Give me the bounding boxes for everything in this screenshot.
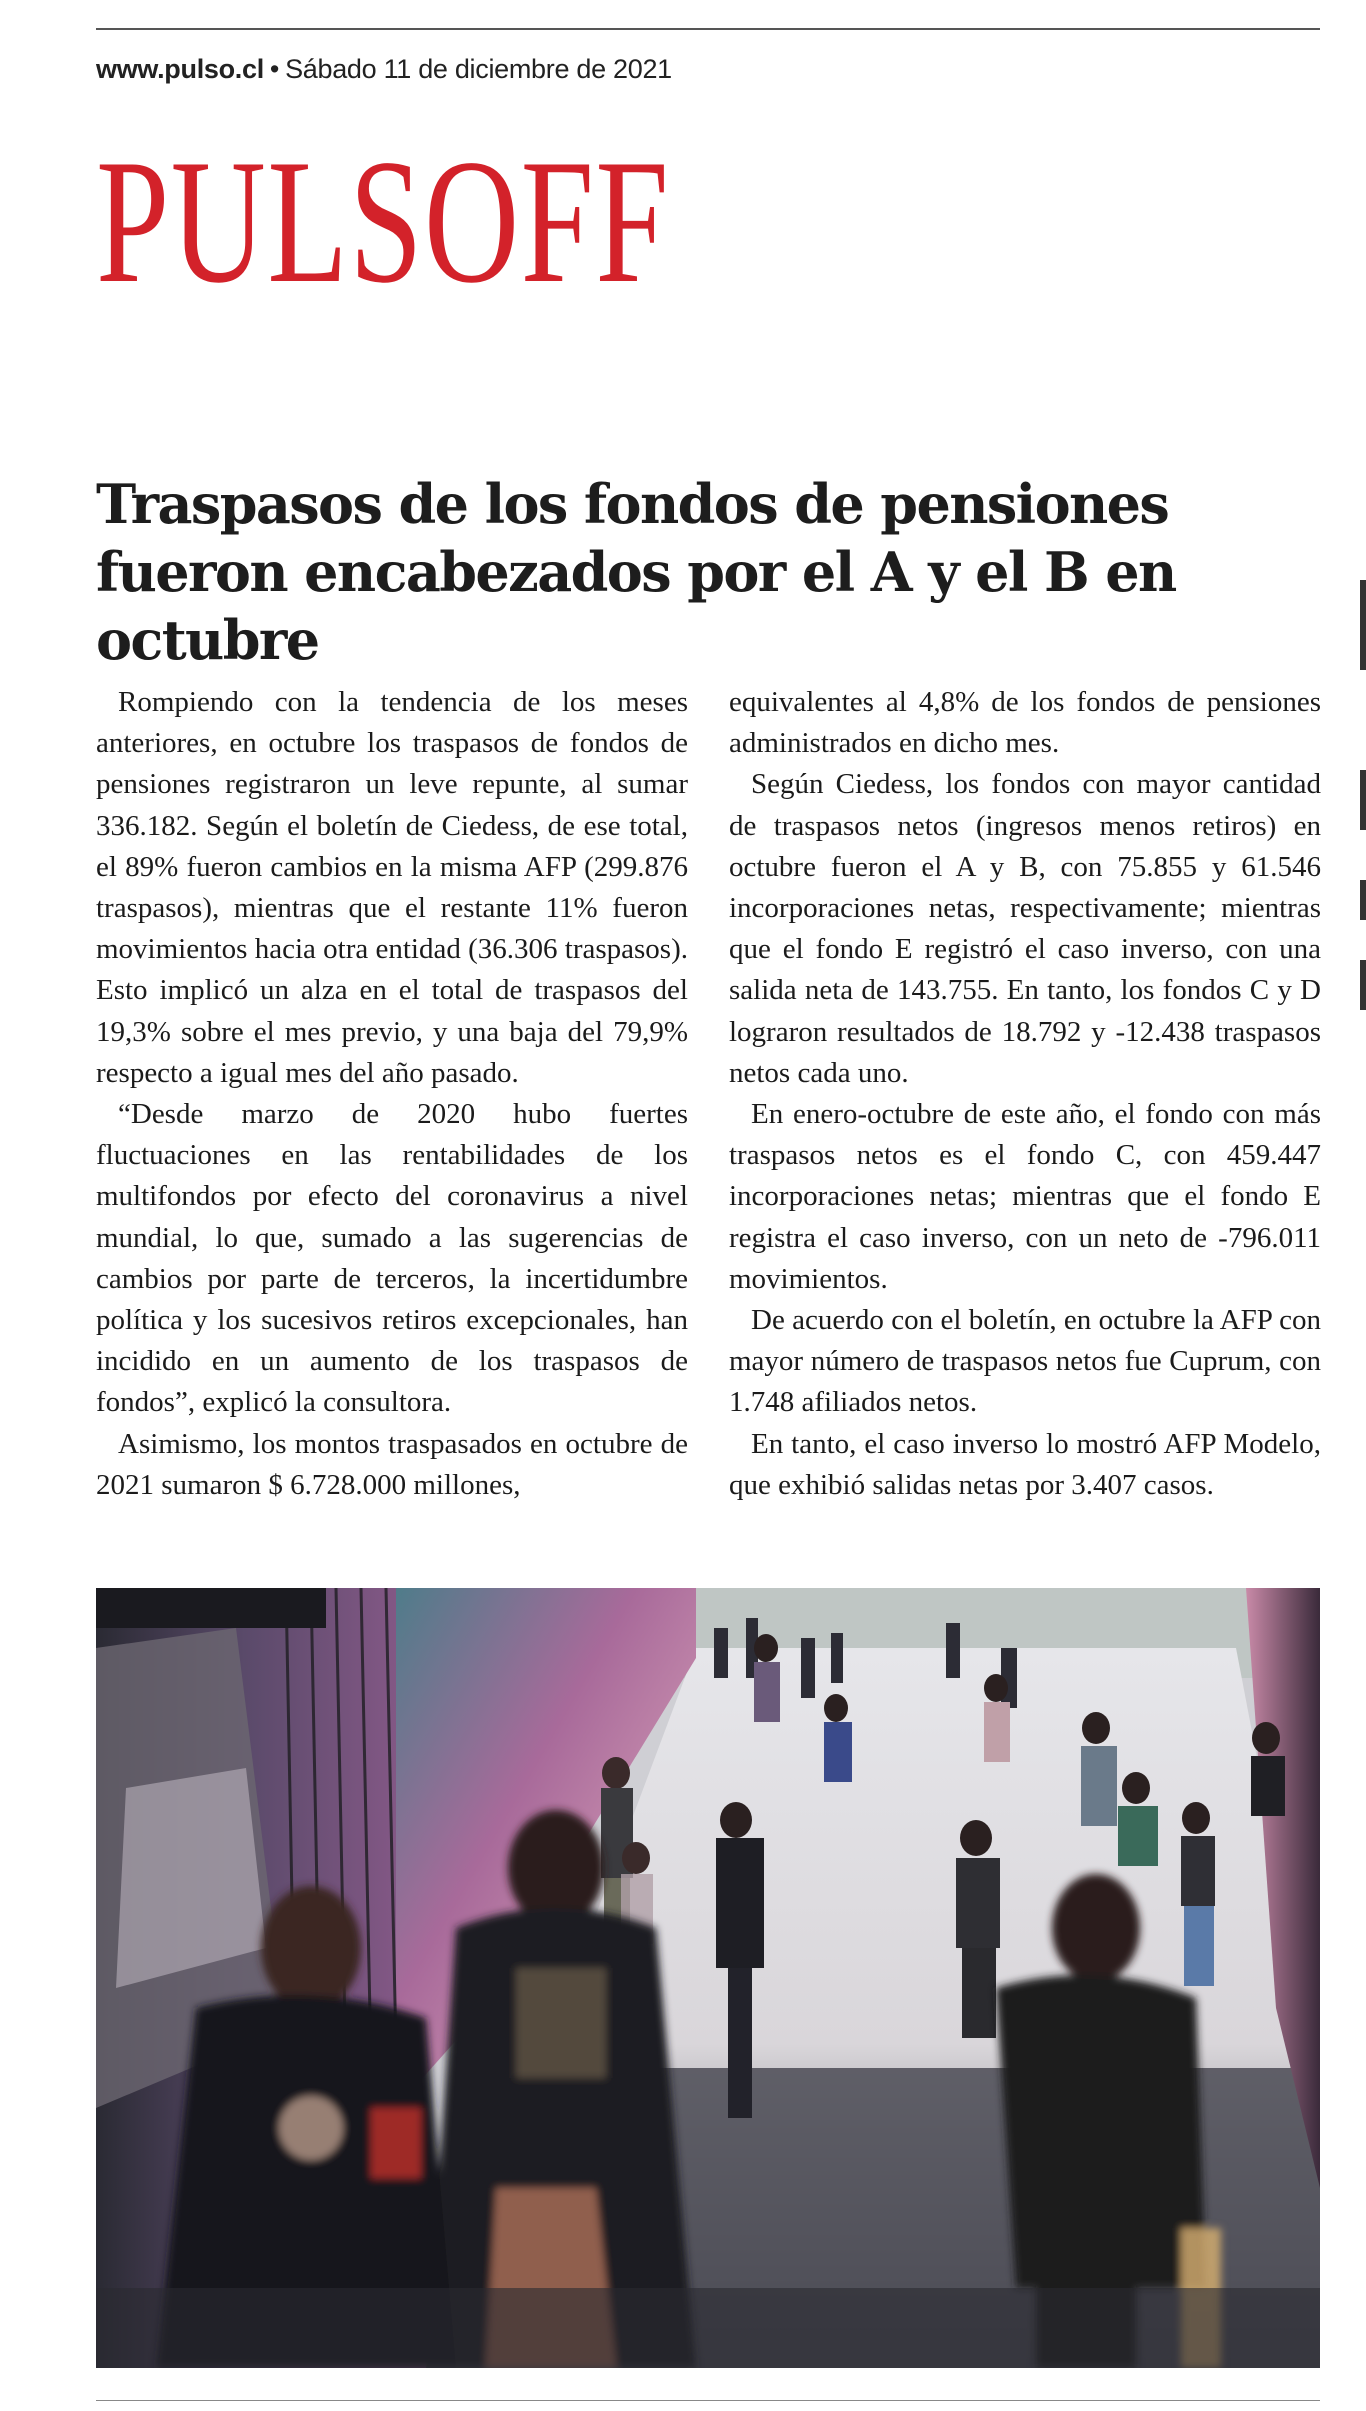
right-column bbox=[729, 682, 1321, 1506]
paragraph: Rompiendo con la tendencia de los meses anteriores, en octubre los traspasos de fondos de pensiones registraron un leve repunte, al sumar 336.182. Según el boletín de Ciedess, de ese total, el 89% fueron cambios en la misma AFP (299.876 traspasos), mientras que el restante 11% fueron movimientos hacia otra entidad (36.306 traspasos). Esto implicó un alza en el total de traspasos del 19,3% sobre el mes previo, y una baja del 79,9% respecto a igual mes del año pasado. bbox=[96, 686, 688, 1089]
paragraph: En enero-octubre de este año, el fondo con más traspasos netos es el fondo C, con 459.447 incorporaciones netas; mientras que el fondo E registra el caso inverso, con un neto de -796.011 movimientos. bbox=[729, 1098, 1321, 1295]
top-rule bbox=[96, 28, 1320, 30]
bottom-rule bbox=[96, 2400, 1320, 2401]
paragraph: “Desde marzo de 2020 hubo fuertes fluctuaciones en las rentabilidades de los multifondos por efecto del coronavirus a nivel mundial, lo que, sumado a las sugerencias de cambios por parte de terceros, la incertidumbre política y los sucesivos retiros excepcionales, han incidido en un aumento de los traspasos de fondos”, explicó la consultora. bbox=[96, 1098, 688, 1419]
article-headline: Traspasos de los fondos de pensiones fueron encabezados por el A y el B en octubre bbox=[96, 472, 1176, 672]
paragraph: Asimismo, los montos traspasados en octubre de 2021 sumaron $ 6.728.000 millones, bbox=[96, 1427, 688, 1501]
article-photo bbox=[96, 1588, 1320, 2368]
site-url[interactable]: www.pulso.cl bbox=[96, 54, 264, 84]
paragraph: equivalentes al 4,8% de los fondos de pensiones administrados en dicho mes. bbox=[729, 686, 1321, 760]
paragraph: En tanto, el caso inverso lo mostró AFP Modelo, que exhibió salidas netas por 3.407 casos. bbox=[729, 1427, 1321, 1501]
article-body bbox=[96, 682, 1321, 1506]
paragraph: De acuerdo con el boletín, en octubre la AFP con mayor número de traspasos netos fue Cuprum, con 1.748 afiliados netos. bbox=[729, 1304, 1321, 1419]
masthead-line bbox=[96, 54, 672, 85]
issue-date: Sábado 11 de diciembre de 2021 bbox=[285, 54, 672, 84]
section-logo: PULSOFF bbox=[96, 122, 671, 320]
pedestrians-tunnel-photo bbox=[96, 1588, 1320, 2368]
paragraph: Según Ciedess, los fondos con mayor cantidad de traspasos netos (ingresos menos retiros) en octubre fueron el A y B, con 75.855 y 61.546 incorporaciones netas, respectivamente; mientras que el fondo E registró el caso inverso, con una salida neta de 143.755. En tanto, los fondos C y D lograron resultados de 18.792 y -12.438 traspasos netos cada uno. bbox=[729, 768, 1321, 1089]
page-edge-marks bbox=[1360, 580, 1366, 1080]
bullet-separator: • bbox=[269, 54, 280, 84]
left-column bbox=[96, 682, 688, 1506]
